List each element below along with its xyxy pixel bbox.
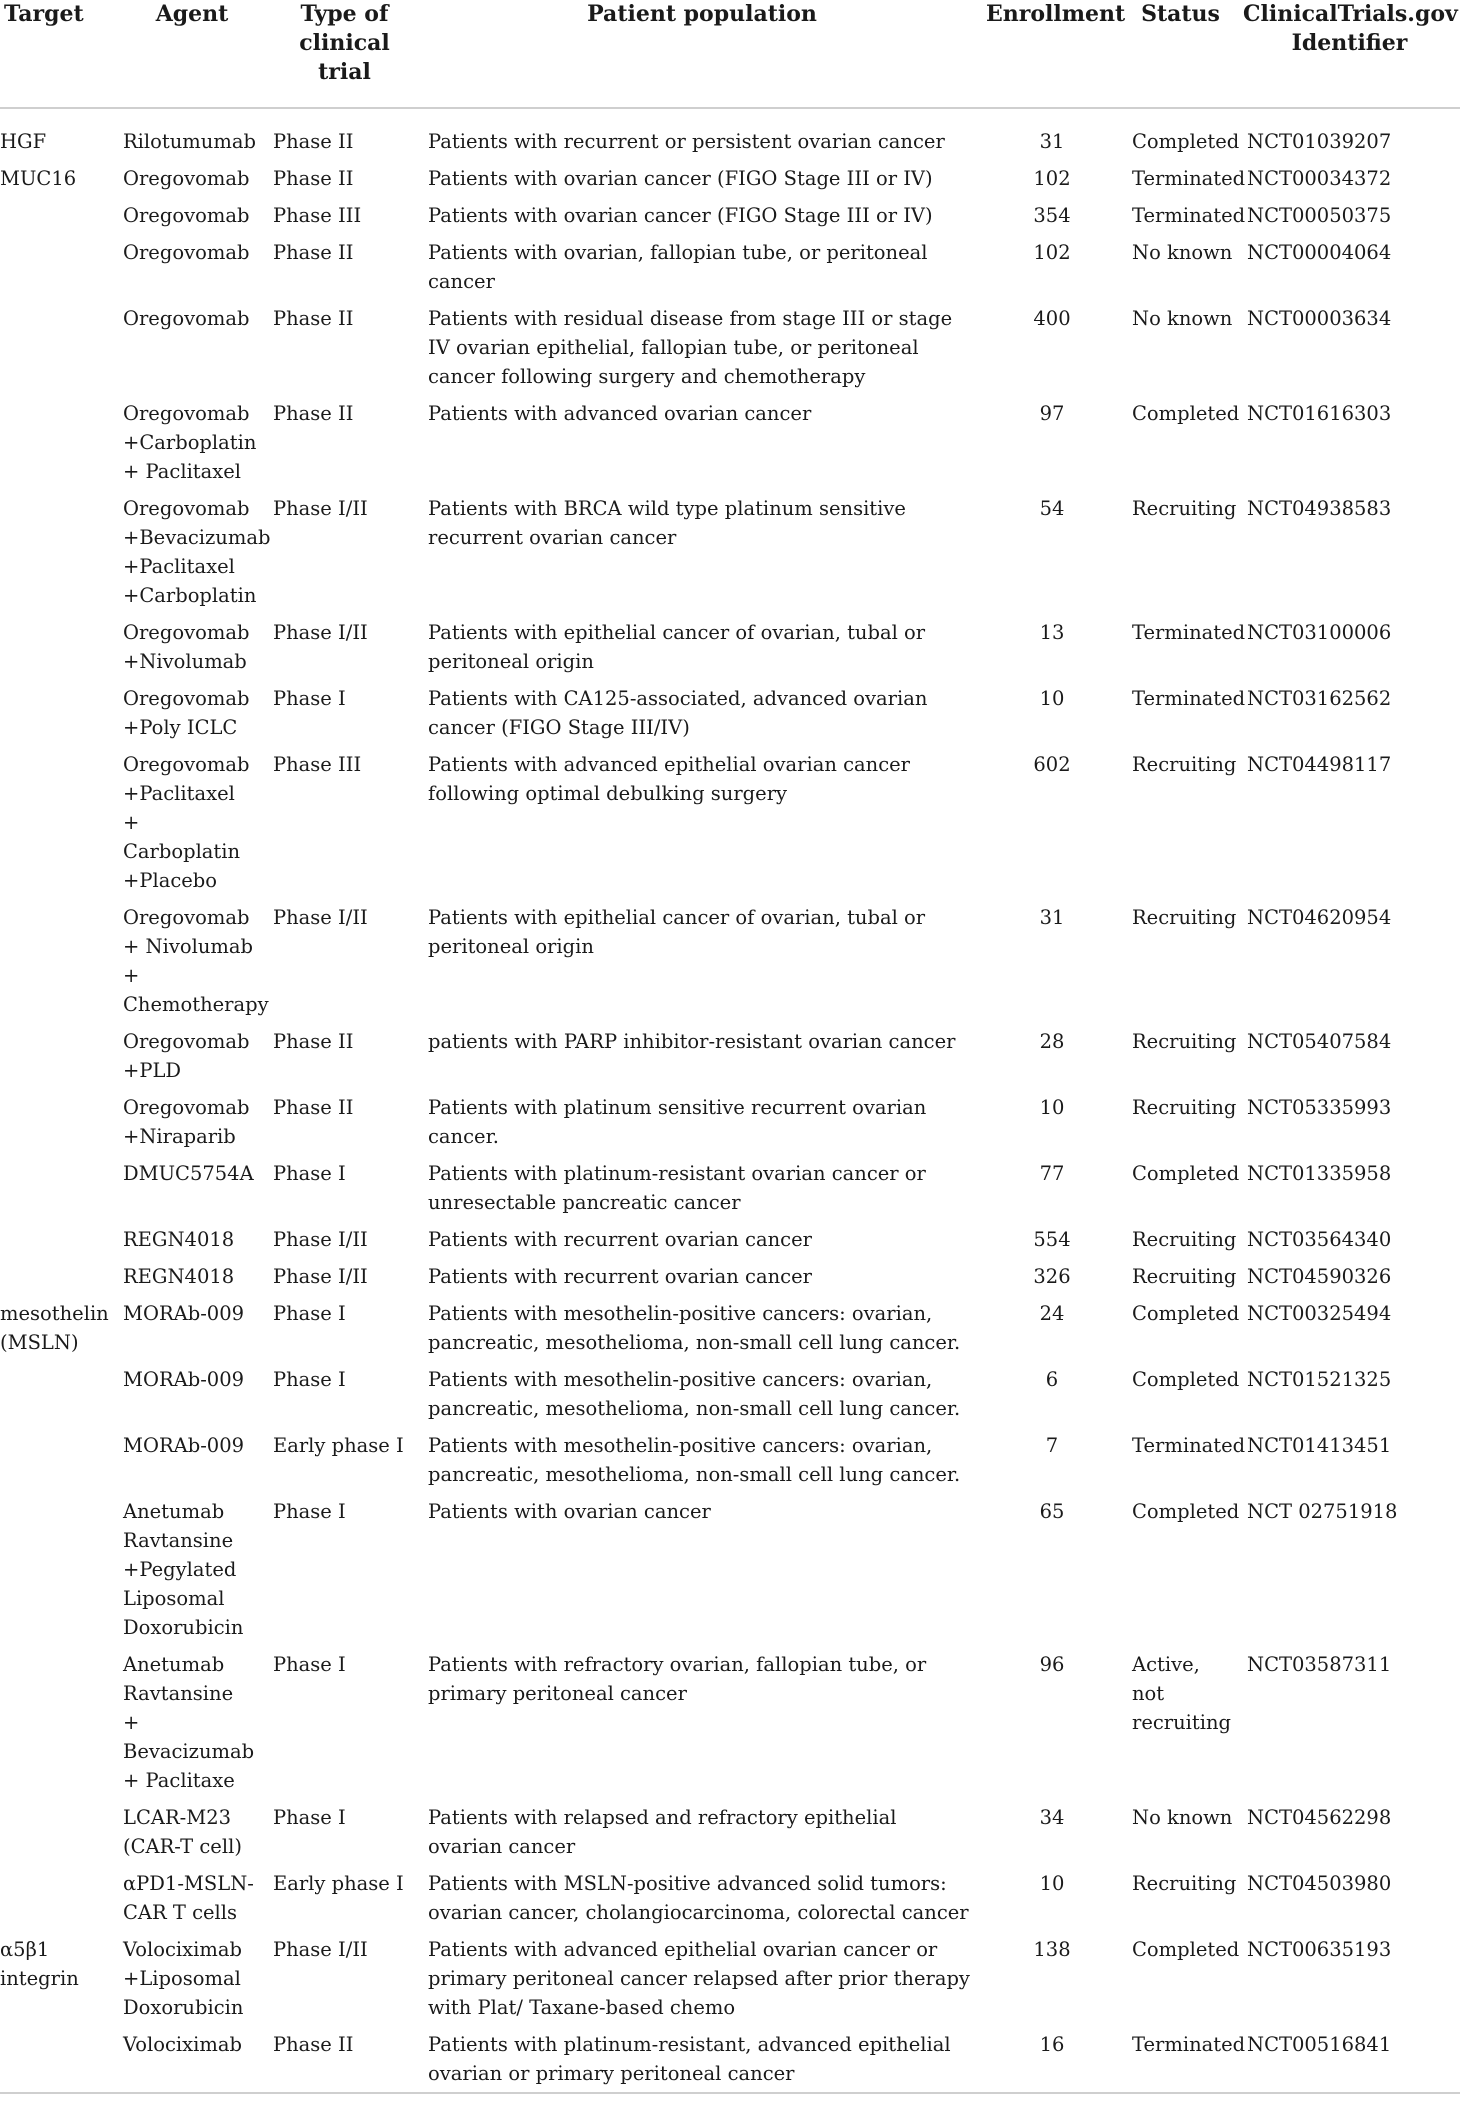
cell-enrollment: 138 xyxy=(1033,1938,1071,1961)
cell-population: Patients with advanced epithelial ovarian cancer or primary peritoneal cancer relapsed after prior therapy with Plat/ Taxane-based chemo xyxy=(428,1938,970,2019)
cell-target xyxy=(0,1221,117,1258)
table-row xyxy=(0,1646,1460,1799)
cell-target xyxy=(0,1258,117,1295)
cell-trial-type: Phase I xyxy=(273,1368,346,1391)
cell-status: Completed xyxy=(1132,1368,1240,1391)
table-footer-rule xyxy=(0,2093,1460,2104)
table-row xyxy=(0,1258,1460,1295)
cell-trial-type: Phase I xyxy=(273,687,346,710)
cell-identifier: NCT00004064 xyxy=(1247,241,1392,264)
cell-agent: MORAb-009 xyxy=(123,1434,245,1457)
cell-population: Patients with CA125-associated, advanced ovarian cancer (FIGO Stage III/IV) xyxy=(428,687,928,739)
cell-identifier: NCT01616303 xyxy=(1247,402,1392,425)
cell-identifier: NCT00050375 xyxy=(1247,204,1392,227)
cell-identifier: NCT03162562 xyxy=(1247,687,1392,710)
cell-trial-type: Phase II xyxy=(273,307,354,330)
cell-trial-type: Phase III xyxy=(273,753,362,776)
header-population: Patient population xyxy=(422,0,982,108)
cell-status: Completed xyxy=(1132,1500,1240,1523)
cell-identifier: NCT00003634 xyxy=(1247,307,1392,330)
cell-target xyxy=(0,1427,117,1493)
cell-enrollment: 65 xyxy=(1039,1500,1065,1523)
cell-status: Terminated xyxy=(1132,621,1246,644)
cell-enrollment: 24 xyxy=(1039,1302,1065,1325)
cell-trial-type: Phase II xyxy=(273,130,354,153)
cell-enrollment: 77 xyxy=(1039,1162,1065,1185)
cell-population: Patients with advanced epithelial ovarian cancer following optimal debulking surgery xyxy=(428,753,910,805)
cell-enrollment: 554 xyxy=(1033,1228,1071,1251)
cell-target xyxy=(0,1361,117,1427)
cell-enrollment: 16 xyxy=(1039,2033,1065,2056)
cell-enrollment: 96 xyxy=(1039,1653,1065,1676)
cell-enrollment: 354 xyxy=(1033,204,1071,227)
cell-population: patients with PARP inhibitor-resistant ovarian cancer xyxy=(428,1030,956,1053)
header-trial-type: Type of clinical trial xyxy=(267,0,422,108)
cell-population: Patients with epithelial cancer of ovarian, tubal or peritoneal origin xyxy=(428,621,926,673)
table-row xyxy=(0,395,1460,490)
cell-population: Patients with platinum-resistant ovarian cancer or unresectable pancreatic cancer xyxy=(428,1162,926,1214)
cell-identifier: NCT04498117 xyxy=(1247,753,1392,776)
cell-target xyxy=(0,1089,117,1155)
cell-population: Patients with mesothelin-positive cancers: ovarian, pancreatic, mesothelioma, non-small cell lung cancer. xyxy=(428,1368,961,1420)
cell-trial-type: Early phase I xyxy=(273,1434,404,1457)
cell-status: Recruiting xyxy=(1132,1096,1237,1119)
cell-agent: Volociximab +Liposomal Doxorubicin xyxy=(123,1938,244,2019)
cell-agent: Volociximab xyxy=(123,2033,242,2056)
cell-population: Patients with refractory ovarian, fallopian tube, or primary peritoneal cancer xyxy=(428,1653,927,1705)
cell-target xyxy=(0,680,117,746)
cell-status: Completed xyxy=(1132,1302,1240,1325)
cell-agent: REGN4018 xyxy=(123,1228,235,1251)
cell-target xyxy=(0,746,117,899)
cell-identifier: NCT00635193 xyxy=(1247,1938,1392,1961)
cell-agent: Oregovomab +Carboplatin + Paclitaxel xyxy=(123,402,257,483)
header-agent: Agent xyxy=(117,0,267,108)
table-row xyxy=(0,1155,1460,1221)
table-row xyxy=(0,1295,1460,1361)
cell-population: Patients with recurrent ovarian cancer xyxy=(428,1265,812,1288)
cell-population: Patients with ovarian cancer (FIGO Stage III or IV) xyxy=(428,167,933,190)
table-row xyxy=(0,746,1460,899)
header-status: Status xyxy=(1122,0,1239,108)
header-row xyxy=(0,0,1460,108)
table-row xyxy=(0,1865,1460,1931)
cell-target xyxy=(0,234,117,300)
cell-population: Patients with recurrent ovarian cancer xyxy=(428,1228,812,1251)
header-target: Target xyxy=(0,0,117,108)
table-row xyxy=(0,1931,1460,2026)
cell-target xyxy=(0,395,117,490)
cell-identifier: NCT05335993 xyxy=(1247,1096,1392,1119)
table-row xyxy=(0,1089,1460,1155)
cell-enrollment: 326 xyxy=(1033,1265,1071,1288)
cell-trial-type: Phase I/II xyxy=(273,1265,368,1288)
cell-identifier: NCT00325494 xyxy=(1247,1302,1392,1325)
cell-status: Active, not recruiting xyxy=(1132,1653,1232,1734)
cell-trial-type: Phase I/II xyxy=(273,1228,368,1251)
cell-trial-type: Phase II xyxy=(273,402,354,425)
cell-agent: Oregovomab +Paclitaxel + Carboplatin +Placebo xyxy=(123,753,250,892)
cell-agent: Oregovomab +PLD xyxy=(123,1030,250,1082)
cell-population: Patients with BRCA wild type platinum sensitive recurrent ovarian cancer xyxy=(428,497,906,549)
cell-status: Recruiting xyxy=(1132,1030,1237,1053)
cell-agent: Oregovomab +Nivolumab xyxy=(123,621,250,673)
table-row xyxy=(0,1493,1460,1646)
cell-trial-type: Phase I/II xyxy=(273,906,368,929)
cell-enrollment: 7 xyxy=(1045,1434,1059,1457)
cell-trial-type: Phase II xyxy=(273,241,354,264)
cell-identifier: NCT03564340 xyxy=(1247,1228,1392,1251)
cell-identifier: NCT04562298 xyxy=(1247,1806,1392,1829)
cell-trial-type: Phase I xyxy=(273,1653,346,1676)
cell-identifier: NCT03100006 xyxy=(1247,621,1392,644)
cell-enrollment: 54 xyxy=(1039,497,1065,520)
cell-target xyxy=(0,1865,117,1931)
cell-trial-type: Phase II xyxy=(273,2033,354,2056)
cell-agent: Oregovomab + Nivolumab + Chemotherapy xyxy=(123,906,269,1016)
table-row xyxy=(0,2026,1460,2093)
cell-enrollment: 31 xyxy=(1039,130,1065,153)
cell-agent: αPD1-MSLN- CAR T cells xyxy=(123,1872,254,1924)
table-row xyxy=(0,1361,1460,1427)
cell-agent: REGN4018 xyxy=(123,1265,235,1288)
cell-target xyxy=(0,1646,117,1799)
cell-target: mesothelin (MSLN) xyxy=(0,1302,109,1354)
table-row xyxy=(0,108,1460,160)
table-row xyxy=(0,1023,1460,1089)
cell-trial-type: Phase I/II xyxy=(273,497,368,520)
table-row xyxy=(0,197,1460,234)
table-row xyxy=(0,490,1460,614)
cell-population: Patients with relapsed and refractory epithelial ovarian cancer xyxy=(428,1806,897,1858)
cell-enrollment: 400 xyxy=(1033,307,1071,330)
cell-status: No known xyxy=(1132,1806,1233,1829)
cell-target: MUC16 xyxy=(0,167,77,190)
cell-status: Recruiting xyxy=(1132,497,1237,520)
header-enrollment: Enrollment xyxy=(982,0,1122,108)
cell-status: Terminated xyxy=(1132,2033,1246,2056)
cell-trial-type: Phase I xyxy=(273,1162,346,1185)
cell-agent: Oregovomab +Niraparib xyxy=(123,1096,250,1148)
cell-agent: Rilotumumab xyxy=(123,130,256,153)
cell-agent: DMUC5754A xyxy=(123,1162,254,1185)
cell-enrollment: 31 xyxy=(1039,906,1065,929)
cell-agent: MORAb-009 xyxy=(123,1368,245,1391)
cell-agent: Oregovomab xyxy=(123,241,250,264)
cell-enrollment: 602 xyxy=(1033,753,1071,776)
cell-agent: Anetumab Ravtansine + Bevacizumab + Paclitaxe xyxy=(123,1653,255,1792)
cell-status: Completed xyxy=(1132,402,1240,425)
cell-status: Completed xyxy=(1132,130,1240,153)
table-row xyxy=(0,680,1460,746)
cell-identifier: NCT05407584 xyxy=(1247,1030,1392,1053)
cell-identifier: NCT01039207 xyxy=(1247,130,1392,153)
cell-enrollment: 102 xyxy=(1033,241,1071,264)
cell-identifier: NCT04503980 xyxy=(1247,1872,1392,1895)
cell-population: Patients with ovarian cancer (FIGO Stage III or IV) xyxy=(428,204,933,227)
cell-target xyxy=(0,1799,117,1865)
cell-trial-type: Phase III xyxy=(273,204,362,227)
cell-status: Terminated xyxy=(1132,1434,1246,1457)
cell-target: HGF xyxy=(0,130,47,153)
cell-trial-type: Phase II xyxy=(273,1096,354,1119)
cell-enrollment: 102 xyxy=(1033,167,1071,190)
cell-status: No known xyxy=(1132,307,1233,330)
cell-status: Recruiting xyxy=(1132,1872,1237,1895)
table-row xyxy=(0,1427,1460,1493)
cell-target xyxy=(0,1023,117,1089)
cell-population: Patients with platinum-resistant, advanced epithelial ovarian or primary peritoneal cancer xyxy=(428,2033,951,2085)
cell-enrollment: 13 xyxy=(1039,621,1065,644)
cell-status: Completed xyxy=(1132,1162,1240,1185)
table-body xyxy=(0,108,1460,2093)
cell-enrollment: 6 xyxy=(1045,1368,1059,1391)
cell-population: Patients with advanced ovarian cancer xyxy=(428,402,812,425)
cell-status: Recruiting xyxy=(1132,1228,1237,1251)
cell-trial-type: Phase I/II xyxy=(273,621,368,644)
cell-agent: LCAR-M23 (CAR-T cell) xyxy=(123,1806,242,1858)
cell-identifier: NCT04590326 xyxy=(1247,1265,1392,1288)
cell-population: Patients with recurrent or persistent ovarian cancer xyxy=(428,130,945,153)
cell-population: Patients with mesothelin-positive cancers: ovarian, pancreatic, mesothelioma, non-small cell lung cancer. xyxy=(428,1302,961,1354)
cell-agent: MORAb-009 xyxy=(123,1302,245,1325)
table-row xyxy=(0,160,1460,197)
cell-status: Terminated xyxy=(1132,167,1246,190)
cell-enrollment: 34 xyxy=(1039,1806,1065,1829)
cell-enrollment: 10 xyxy=(1039,687,1065,710)
table-row xyxy=(0,1799,1460,1865)
cell-agent: Oregovomab xyxy=(123,167,250,190)
cell-target xyxy=(0,1493,117,1646)
cell-status: Completed xyxy=(1132,1938,1240,1961)
cell-trial-type: Phase II xyxy=(273,167,354,190)
cell-status: Terminated xyxy=(1132,687,1246,710)
table-row xyxy=(0,1221,1460,1258)
cell-identifier: NCT04938583 xyxy=(1247,497,1392,520)
cell-identifier: NCT01335958 xyxy=(1247,1162,1392,1185)
cell-status: Terminated xyxy=(1132,204,1246,227)
cell-population: Patients with residual disease from stage III or stage IV ovarian epithelial, fallopian tube, or peritoneal cancer following surgery and chemotherapy xyxy=(428,307,953,388)
cell-trial-type: Phase I xyxy=(273,1500,346,1523)
cell-identifier: NCT03587311 xyxy=(1247,1653,1392,1676)
cell-identifier: NCT01413451 xyxy=(1247,1434,1392,1457)
cell-target xyxy=(0,197,117,234)
cell-identifier: NCT04620954 xyxy=(1247,906,1392,929)
cell-population: Patients with epithelial cancer of ovarian, tubal or peritoneal origin xyxy=(428,906,926,958)
cell-agent: Oregovomab xyxy=(123,307,250,330)
cell-identifier: NCT 02751918 xyxy=(1247,1500,1398,1523)
cell-target xyxy=(0,1155,117,1221)
cell-enrollment: 10 xyxy=(1039,1872,1065,1895)
cell-trial-type: Phase I xyxy=(273,1302,346,1325)
cell-target xyxy=(0,614,117,680)
cell-population: Patients with MSLN-positive advanced solid tumors: ovarian cancer, cholangiocarcinoma, colorectal cancer xyxy=(428,1872,969,1924)
cell-enrollment: 28 xyxy=(1039,1030,1065,1053)
table-row xyxy=(0,300,1460,395)
cell-agent: Anetumab Ravtansine +Pegylated Liposomal Doxorubicin xyxy=(123,1500,244,1639)
cell-population: Patients with platinum sensitive recurrent ovarian cancer. xyxy=(428,1096,927,1148)
cell-target xyxy=(0,300,117,395)
cell-status: No known xyxy=(1132,241,1233,264)
table-row xyxy=(0,614,1460,680)
cell-trial-type: Early phase I xyxy=(273,1872,404,1895)
cell-trial-type: Phase II xyxy=(273,1030,354,1053)
cell-target xyxy=(0,2026,117,2093)
header-identifier: ClinicalTrials.gov Identifier xyxy=(1239,0,1460,108)
cell-trial-type: Phase I xyxy=(273,1806,346,1829)
cell-target xyxy=(0,899,117,1023)
cell-population: Patients with ovarian, fallopian tube, or peritoneal cancer xyxy=(428,241,928,293)
cell-identifier: NCT01521325 xyxy=(1247,1368,1392,1391)
cell-identifier: NCT00034372 xyxy=(1247,167,1392,190)
table-row xyxy=(0,899,1460,1023)
cell-status: Recruiting xyxy=(1132,753,1237,776)
cell-trial-type: Phase I/II xyxy=(273,1938,368,1961)
cell-enrollment: 10 xyxy=(1039,1096,1065,1119)
cell-target xyxy=(0,490,117,614)
table-row xyxy=(0,234,1460,300)
cell-identifier: NCT00516841 xyxy=(1247,2033,1392,2056)
cell-population: Patients with ovarian cancer xyxy=(428,1500,711,1523)
cell-enrollment: 97 xyxy=(1039,402,1065,425)
cell-status: Recruiting xyxy=(1132,1265,1237,1288)
cell-agent: Oregovomab xyxy=(123,204,250,227)
cell-agent: Oregovomab +Bevacizumab +Paclitaxel +Carboplatin xyxy=(123,497,271,607)
cell-population: Patients with mesothelin-positive cancers: ovarian, pancreatic, mesothelioma, non-small cell lung cancer. xyxy=(428,1434,961,1486)
cell-target: α5β1 integrin xyxy=(0,1938,79,1990)
cell-agent: Oregovomab +Poly ICLC xyxy=(123,687,250,739)
cell-status: Recruiting xyxy=(1132,906,1237,929)
